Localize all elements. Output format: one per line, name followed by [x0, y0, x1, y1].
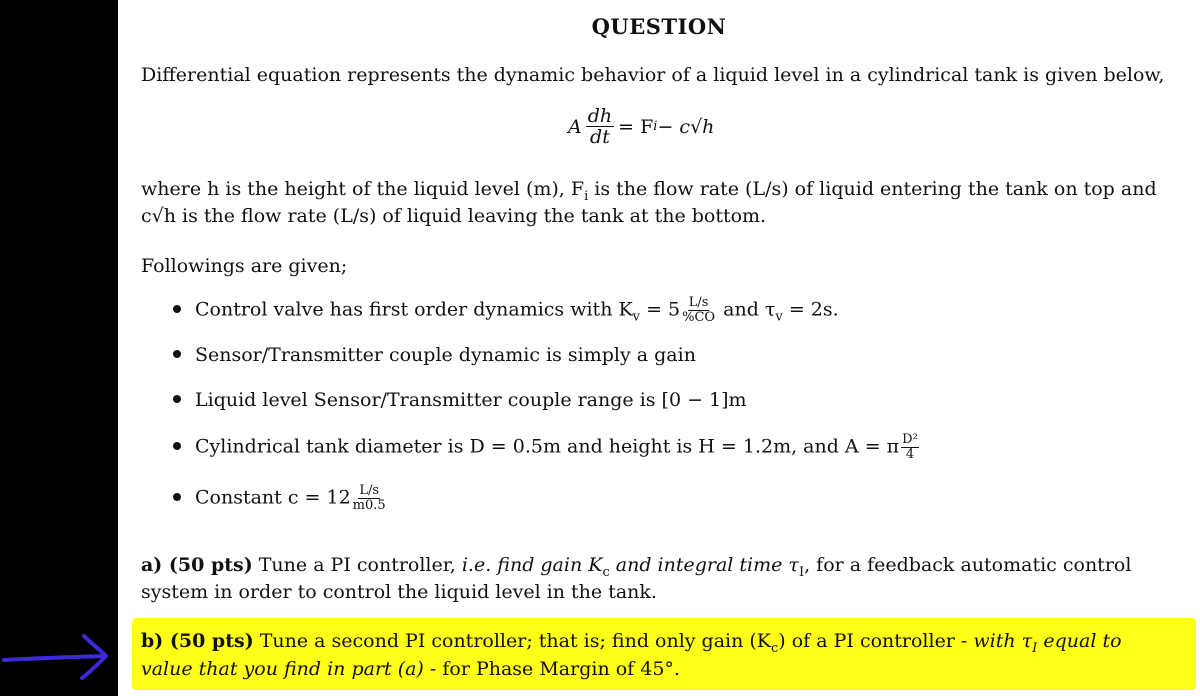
bullet-1-sub: v [632, 309, 641, 325]
bullet-4-frac-den: 4 [905, 447, 915, 462]
where-sub: i [584, 188, 589, 204]
part-b-text-2: ) of a PI controller - [778, 630, 974, 652]
part-a-sub2: I [798, 564, 805, 580]
bullet-4-fraction [901, 433, 919, 462]
where-line-1a: where h is the height of the liquid level (m), F [141, 178, 585, 200]
equation-coef: A [568, 115, 582, 138]
part-b-line-2-italic: value that you find in part (a) [141, 658, 424, 680]
bullet-1-text-d: = 2s. [782, 298, 839, 321]
part-b-with2: equal to [1037, 630, 1122, 652]
bullet-tank-dimensions [173, 433, 921, 462]
where-line-1b: is the flow rate (L/s) of liquid entering the tank on top and [588, 178, 1157, 200]
bullet-1-fraction [682, 296, 715, 325]
bullet-dot [173, 305, 181, 313]
bullet-control-valve [173, 296, 839, 330]
page-title: QUESTION [591, 14, 727, 39]
bullet-constant-c [173, 484, 388, 513]
part-b-sub: c [771, 640, 779, 656]
bullet-3-text: Liquid level Sensor/Transmitter couple range is [0 − 1]m [195, 389, 747, 411]
bullet-sensor-range [173, 387, 747, 413]
part-a-ie: i.e. find gain K [461, 554, 603, 576]
equation-rhs-sub: i [653, 119, 658, 134]
document-page [118, 0, 1200, 696]
where-line-2: c√h is the flow rate (L/s) of liquid leaving the tank at the bottom. [141, 205, 767, 227]
part-b-with: with τ [973, 630, 1033, 652]
bullet-dot [173, 395, 181, 403]
equation-rhs: = F [618, 115, 654, 138]
bullet-4-frac-num: D² [902, 432, 918, 447]
bullet-4-text: Cylindrical tank diameter is D = 0.5m and height is H = 1.2m, and A = π [195, 435, 900, 458]
bullet-sensor-gain [173, 342, 696, 368]
part-a-line-2: system in order to control the liquid level in the tank. [141, 581, 657, 603]
part-b-line-2-rest: - for Phase Margin of 45°. [423, 658, 680, 680]
bullet-1-sub2: v [775, 309, 783, 325]
equation-num: dh [587, 105, 613, 127]
equation-rest: − c√h [657, 115, 715, 138]
part-b-text-1: Tune a second PI controller; that is; find only gain (K [253, 630, 771, 652]
part-b-line-2 [141, 656, 680, 682]
bullet-dot [173, 442, 181, 450]
intro-text: Differential equation represents the dynamic behavior of a liquid level in a cylindrical tank is given below, [141, 64, 1165, 86]
part-a-text-3: , for a feedback automatic control [804, 554, 1132, 576]
bullet-1-frac-num: L/s [688, 295, 709, 310]
bullet-1-frac-den: %CO [682, 310, 716, 325]
part-a-sub: c [602, 564, 610, 580]
arrow-icon [0, 622, 118, 682]
bullet-5-frac-num: L/s [359, 483, 379, 498]
part-b-label: b) (50 pts) [141, 630, 254, 652]
bullet-1-text-b: = 5 [640, 298, 681, 321]
bullet-dot [173, 350, 181, 358]
differential-equation [568, 106, 714, 147]
part-b-sub2: I [1032, 640, 1038, 656]
equation-den: dt [590, 126, 610, 148]
bullet-1-text-a: Control valve has first order dynamics with K [195, 298, 633, 321]
bullet-2-text: Sensor/Transmitter couple dynamic is simply a gain [195, 344, 696, 366]
bullet-5-frac-den: m0.5 [352, 498, 386, 513]
part-a-label: a) (50 pts) [141, 554, 253, 576]
part-a-text-2: and integral time τ [609, 554, 799, 576]
bullet-dot [173, 493, 181, 501]
givens-heading: Followings are given; [141, 255, 348, 277]
equation-fraction [586, 106, 614, 147]
bullet-5-fraction [353, 484, 386, 513]
bullet-5-text: Constant c = 12 [195, 486, 351, 509]
bullet-1-text-c: and τ [717, 298, 776, 321]
part-a-text-1: Tune a PI controller, [252, 554, 462, 576]
